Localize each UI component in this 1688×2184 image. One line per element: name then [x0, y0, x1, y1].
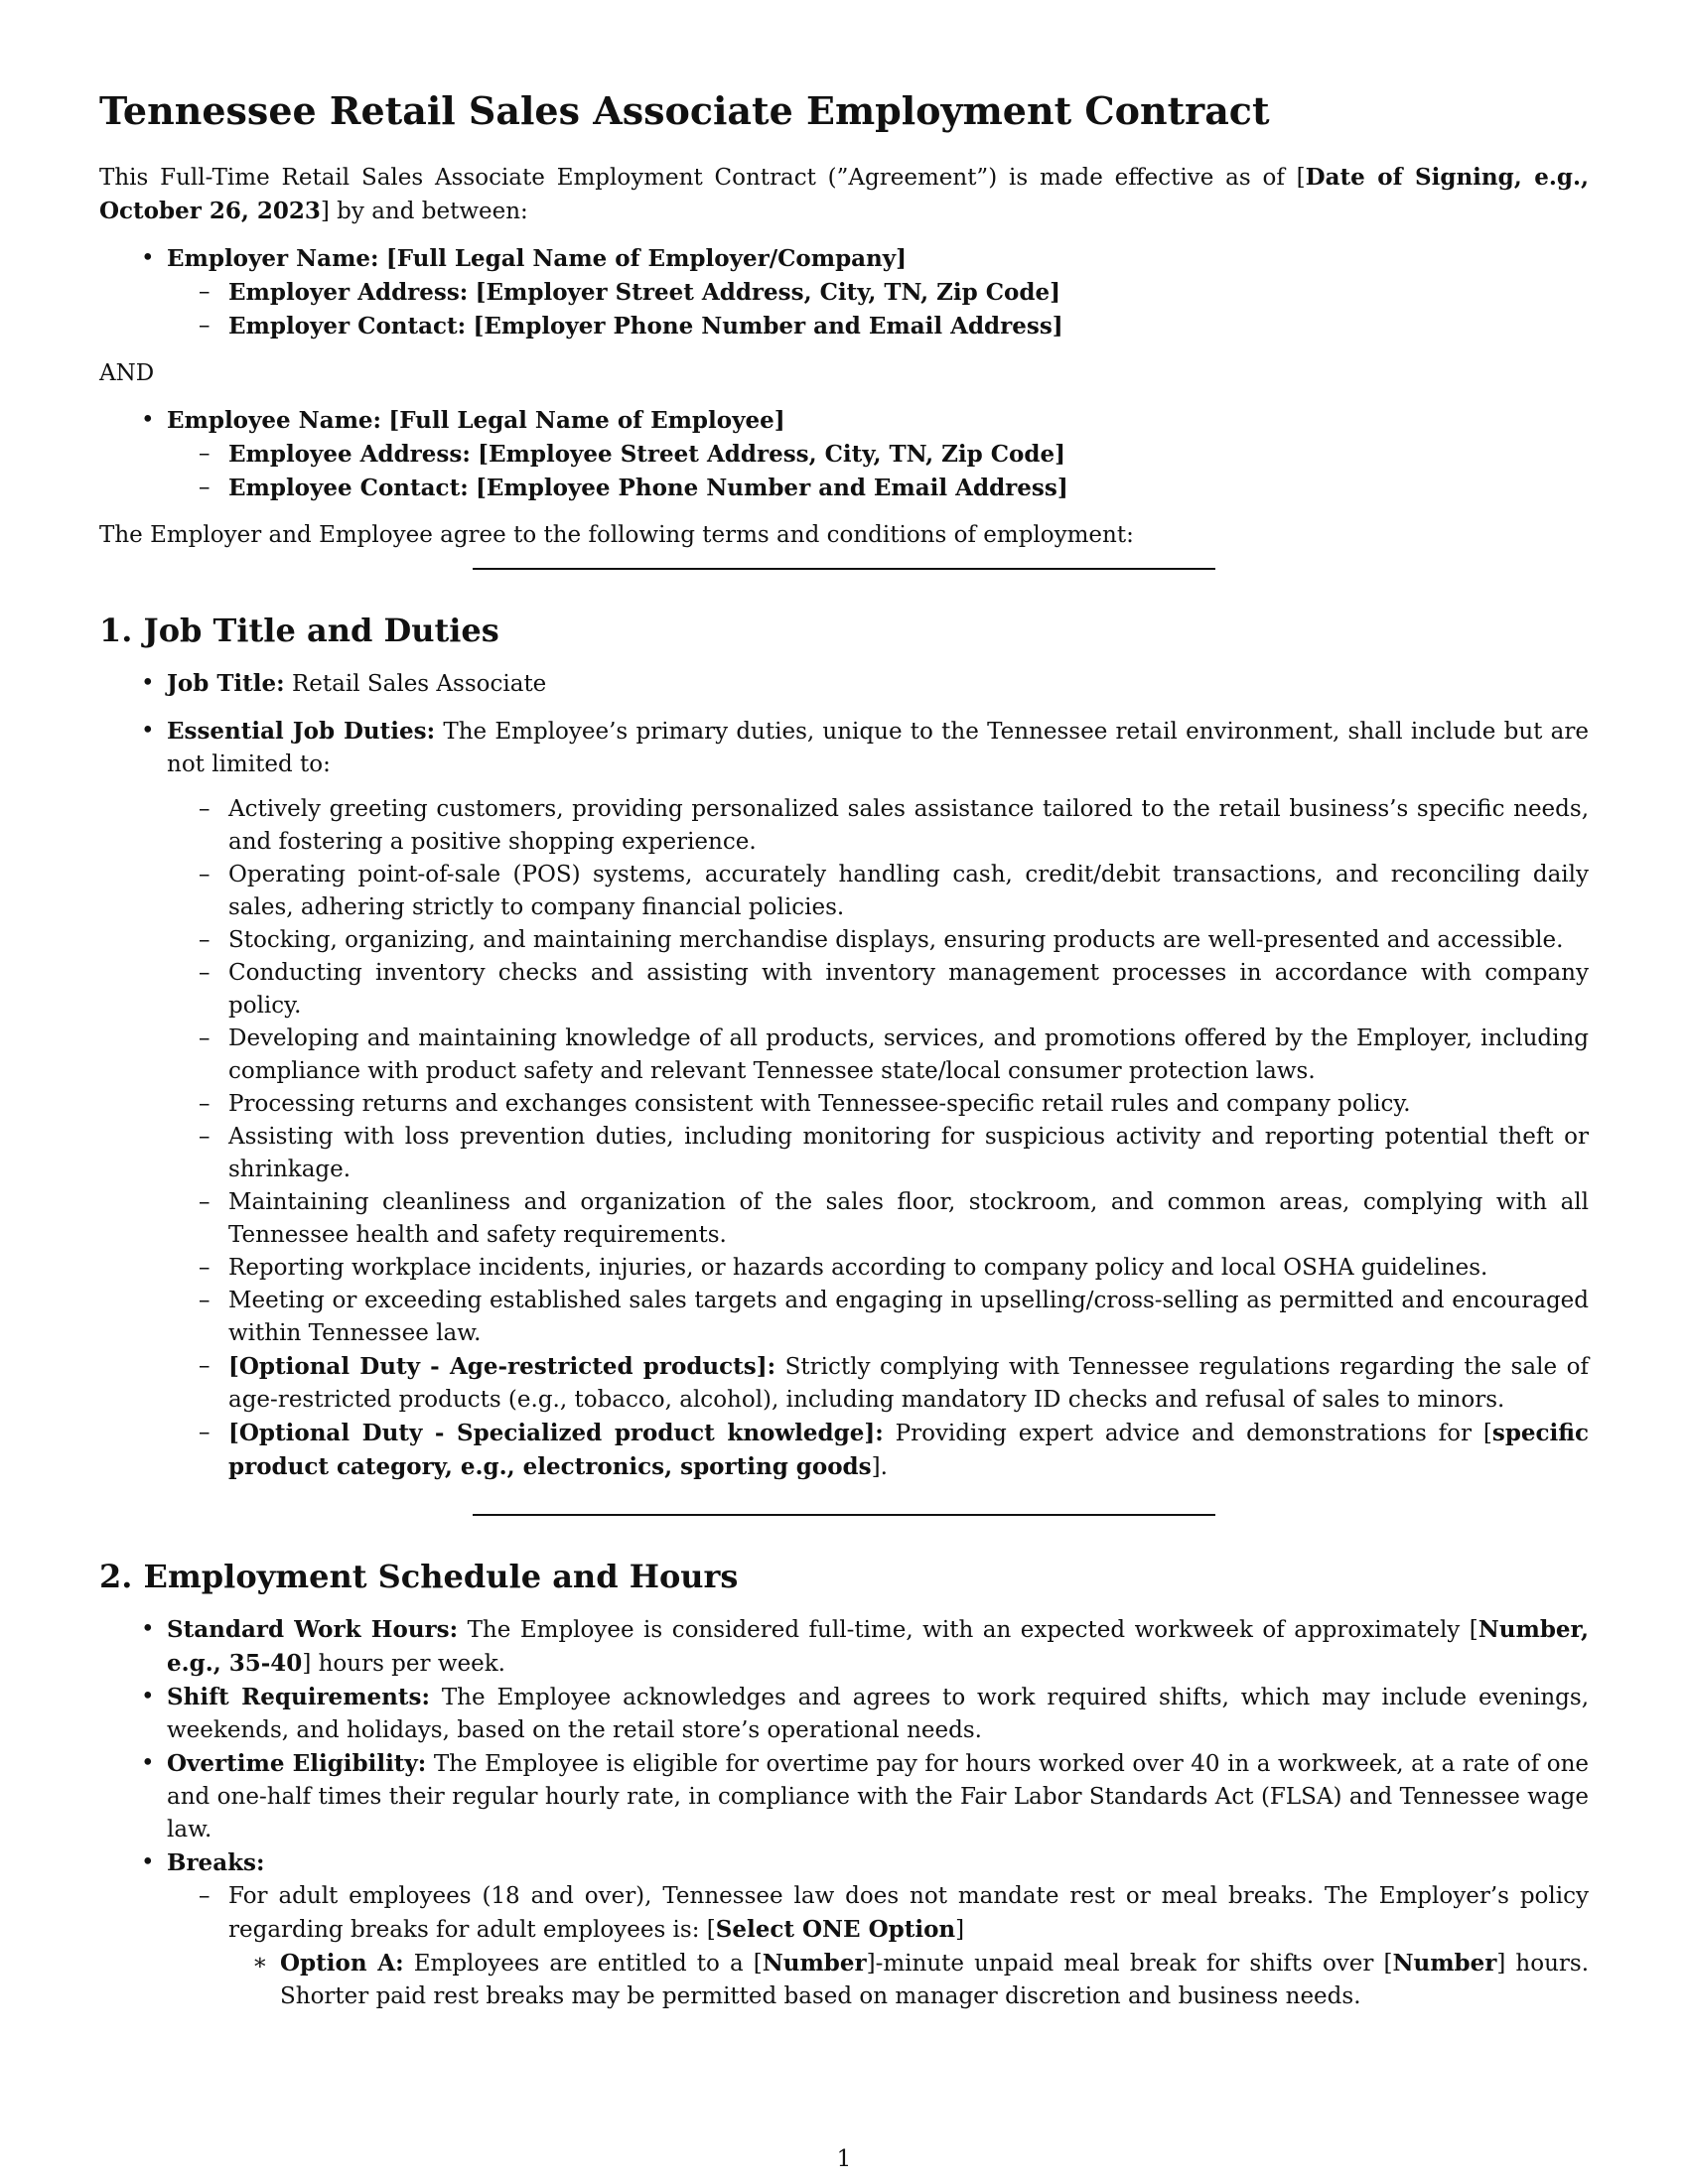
document-title: Tennessee Retail Sales Associate Employment Contract: [99, 88, 1270, 133]
duty-item: – Stocking, organizing, and maintaining merchandise displays, ensuring products are well-presented and accessible.: [228, 924, 1589, 957]
section-1-list: [99, 667, 1589, 1484]
date-placeholder: Date of Signing, e.g., October 26, 2023: [99, 163, 1589, 224]
employee-address-item: – Employee Address: [Employee Street Address, City, TN, Zip Code]: [228, 438, 1589, 472]
document-page: [99, 79, 1589, 2027]
duty-item: – Developing and maintaining knowledge of all products, services, and promotions offered by the Employer, including compliance with product safety and relevant Tennessee state/local consumer protection laws.: [228, 1023, 1589, 1088]
job-title-item: • Job Title: Retail Sales Associate: [167, 667, 1589, 701]
employee-list: [99, 404, 1589, 505]
breaks-item: • Breaks: – For adult employees (18 and over), Tennessee law does not mandate rest or meal breaks. The Employer’s policy regarding breaks for adult employees is: [Select ONE Option] ∗ Option A: Employees are entitled to a [Number]-minute unpaid meal break for shifts over [Number] hours. Shorter paid rest breaks may be permitted based on manager discretion and business needs.: [167, 1846, 1589, 2013]
breaks-list: [167, 1880, 1589, 2013]
employee-name-item: • Employee Name: [Full Legal Name of Employee] – Employee Address: [Employee Street Address, City, TN, Zip Code] – Employee Contact: [Employee Phone Number and Email Address]: [167, 404, 1589, 505]
duty-item: – Operating point-of-sale (POS) systems, accurately handling cash, credit/debit transactions, and reconciling daily sales, adhering strictly to company financial policies.: [228, 859, 1589, 924]
employer-name-item: • Employer Name: [Full Legal Name of Employer/Company] – Employer Address: [Employer Street Address, City, TN, Zip Code] – Employer Contact: [Employer Phone Number and Email Address]: [167, 242, 1589, 343]
intro-paragraph: This Full-Time Retail Sales Associate Employment Contract (”Agreement”) is made effective as of [Date of Signing, e.g., October 26, 2023] by and between:: [99, 163, 1589, 224]
duties-list: [167, 793, 1589, 1484]
section-2-list: [99, 1613, 1589, 2013]
employer-list: [99, 242, 1589, 343]
employer-address-item: – Employer Address: [Employer Street Address, City, TN, Zip Code]: [228, 276, 1589, 310]
section-2-heading: 2. Employment Schedule and Hours: [99, 1558, 739, 1596]
break-option-a: ∗ Option A: Employees are entitled to a [Number]-minute unpaid meal break for shifts over [Number] hours. Shorter paid rest breaks may be permitted based on manager discretion and business needs.: [280, 1947, 1589, 2013]
duty-item: – Processing returns and exchanges consistent with Tennessee-specific retail rules and company policy.: [228, 1088, 1589, 1121]
duty-item: – Meeting or exceeding established sales targets and engaging in upselling/cross-selling as permitted and encouraged within Tennessee law.: [228, 1285, 1589, 1350]
employee-contact-item: – Employee Contact: [Employee Phone Number and Email Address]: [228, 472, 1589, 505]
breaks-policy-item: – For adult employees (18 and over), Tennessee law does not mandate rest or meal breaks. The Employer’s policy regarding breaks for adult employees is: [Select ONE Option] ∗ Option A: Employees are entitled to a [Number]-minute unpaid meal break for shifts over [Number] hours. Shorter paid rest breaks may be permitted based on manager discretion and business needs.: [228, 1880, 1589, 2013]
page-number: 1: [836, 2146, 852, 2172]
duties-item: • Essential Job Duties: The Employee’s primary duties, unique to the Tennessee retail environment, shall include but are not limited to: – Actively greeting customers, providing personalized sales assistance tailored to the retail business’s specific needs, and fostering a positive shopping experience. – Operating point-of-sale (POS) systems, accurately handling cash, credit/debit transactions, and reconciling daily sales, adhering strictly to company financial policies. – Stocking, organizing, and maintaining merchandise displays, ensuring products are well-presented and accessible. – Conducting inventory checks and assisting with inventory management processes in accordance with company policy. – Developing and maintaining knowledge of all products, services, and promotions offered by the Employer, including compliance with product safety and relevant Tennessee state/local consumer protection laws. – Processing returns and exchanges consistent with Tennessee-specific retail rules and company policy. – Assisting with loss prevention duties, including monitoring for suspicious activity and reporting potential theft or shrinkage. – Maintaining cleanliness and organization of the sales floor, stockroom, and common areas, complying with all Tennessee health and safety requirements. – Reporting workplace incidents, injuries, or hazards according to company policy and local OSHA guidelines. – Meeting or exceeding established sales targets and engaging in upselling/cross-selling as permitted and encouraged within Tennessee law. – [Optional Duty - Age-restricted products]: Strictly complying with Tennessee regulations regarding the sale of age-restricted products (e.g., tobacco, alcohol), including mandatory ID checks and refusal of sales to minors. – [Optional Duty - Specialized product knowledge]: Providing expert advice and demonstrations for [specific product category, e.g., electronics, sporting goods].: [167, 715, 1589, 1484]
optional-duty-age-restricted: – [Optional Duty - Age-restricted products]: Strictly complying with Tennessee regulations regarding the sale of age-restricted products (e.g., tobacco, alcohol), including mandatory ID checks and refusal of sales to minors.: [228, 1350, 1589, 1417]
optional-duty-specialized: – [Optional Duty - Specialized product knowledge]: Providing expert advice and demonstrations for [specific product category, e.g., electronics, sporting goods].: [228, 1417, 1589, 1484]
overtime-item: • Overtime Eligibility: The Employee is eligible for overtime pay for hours worked over 40 in a workweek, at a rate of one and one-half times their regular hourly rate, in compliance with the Fair Labor Standards Act (FLSA) and Tennessee wage law.: [167, 1747, 1589, 1846]
horizontal-rule: [473, 568, 1215, 570]
section-1-heading: 1. Job Title and Duties: [99, 611, 499, 649]
shift-requirements-item: • Shift Requirements: The Employee acknowledges and agrees to work required shifts, which may include evenings, weekends, and holidays, based on the retail store’s operational needs.: [167, 1681, 1589, 1747]
break-options-list: [228, 1947, 1589, 2013]
duty-item: – Actively greeting customers, providing personalized sales assistance tailored to the retail business’s specific needs, and fostering a positive shopping experience.: [228, 793, 1589, 859]
work-hours-item: • Standard Work Hours: The Employee is considered full-time, with an expected workweek of approximately [Number, e.g., 35-40] hours per week.: [167, 1613, 1589, 1681]
employer-contact-item: – Employer Contact: [Employer Phone Number and Email Address]: [228, 310, 1589, 343]
duty-item: – Assisting with loss prevention duties, including monitoring for suspicious activity and reporting potential theft or shrinkage.: [228, 1121, 1589, 1186]
and-separator: AND: [99, 359, 155, 386]
duty-item: – Reporting workplace incidents, injuries, or hazards according to company policy and local OSHA guidelines.: [228, 1252, 1589, 1285]
horizontal-rule: [473, 1514, 1215, 1516]
agreement-paragraph: The Employer and Employee agree to the following terms and conditions of employment:: [99, 521, 1134, 548]
duty-item: – Maintaining cleanliness and organization of the sales floor, stockroom, and common areas, complying with all Tennessee health and safety requirements.: [228, 1186, 1589, 1252]
duty-item: – Conducting inventory checks and assisting with inventory management processes in accordance with company policy.: [228, 957, 1589, 1023]
